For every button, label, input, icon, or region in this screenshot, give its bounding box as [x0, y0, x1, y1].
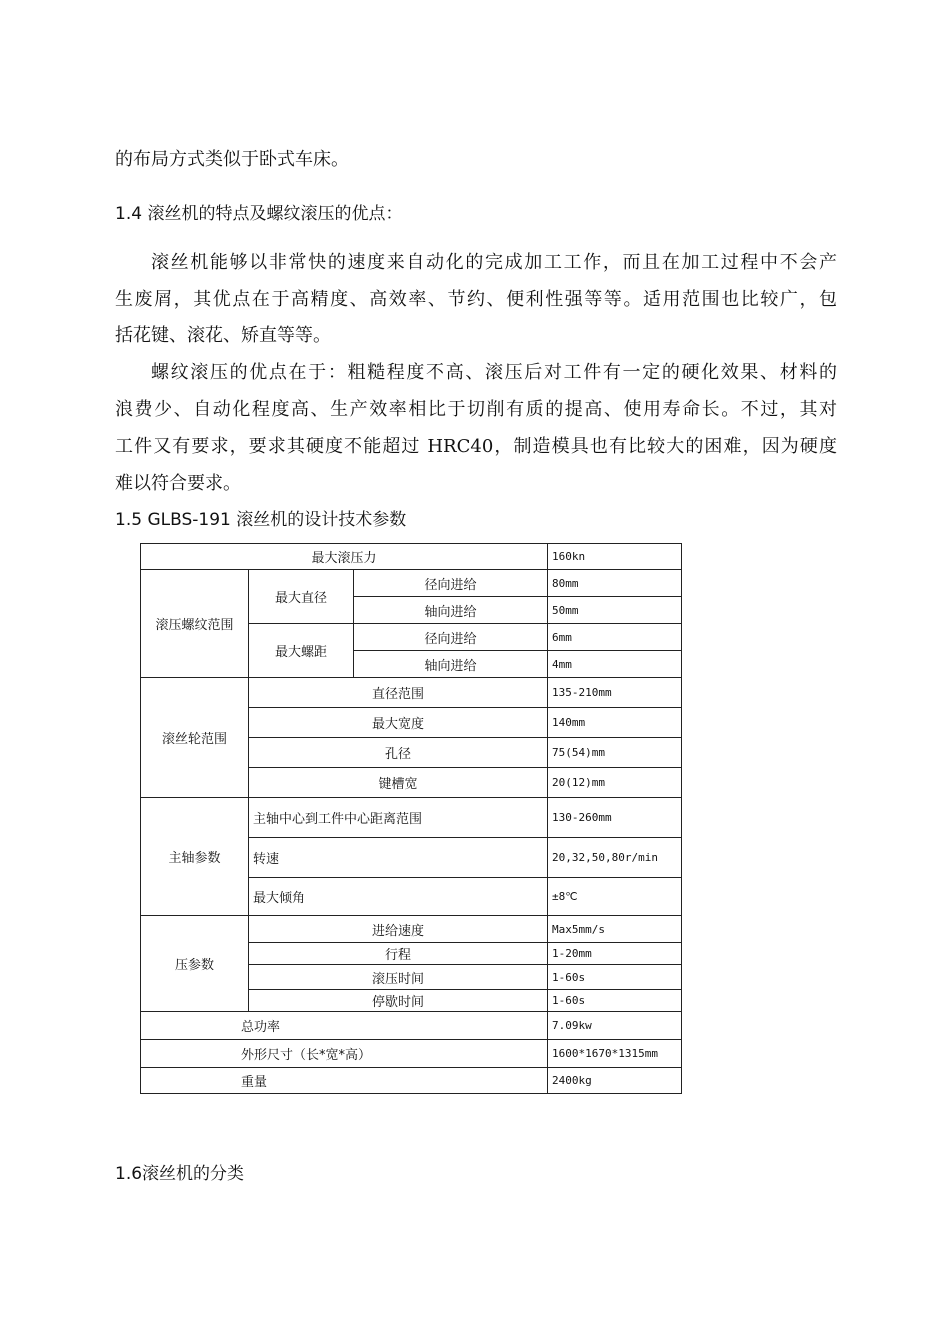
speed-value: 20,32,50,80r/min [548, 838, 682, 878]
bore-label: 孔径 [249, 738, 548, 768]
paragraph-line: 难以符合要求。 [115, 473, 241, 494]
paragraph-line: 生废屑，其优点在于高精度、高效率、节约、便利性强等等。适用范围也比较广，包 [115, 289, 837, 310]
section-1-6-heading: 1.6滚丝机的分类 [115, 1164, 245, 1184]
press-params-label: 压参数 [141, 916, 249, 1012]
paragraph-line: 浪费少、自动化程度高、生产效率相比于切削有质的提高、使用寿命长。不过，其对 [115, 399, 837, 420]
max-pitch-label: 最大螺距 [249, 624, 354, 678]
center-distance-label: 主轴中心到工件中心距离范围 [249, 798, 548, 838]
keyway-value: 20(12)mm [548, 768, 682, 798]
total-power-value: 7.09kw [548, 1012, 682, 1040]
keyway-label: 键槽宽 [249, 768, 548, 798]
max-force-label: 最大滚压力 [141, 544, 548, 570]
dimensions-value: 1600*1670*1315mm [548, 1040, 682, 1068]
speed-label: 转速 [249, 838, 548, 878]
diameter-radial-value: 80mm [548, 570, 682, 597]
max-width-value: 140mm [548, 708, 682, 738]
spindle-label: 主轴参数 [141, 798, 249, 916]
axial-feed-label: 轴向进给 [354, 597, 548, 624]
section-1-5-heading: 1.5 GLBS-191 滚丝机的设计技术参数 [115, 510, 407, 530]
roll-time-label: 滚压时间 [249, 965, 548, 990]
radial-feed-label: 径向进给 [354, 570, 548, 597]
feed-speed-value: Max5mm/s [548, 916, 682, 943]
pause-time-label: 停歇时间 [249, 990, 548, 1012]
max-force-value: 160kn [548, 544, 682, 570]
roll-time-value: 1-60s [548, 965, 682, 990]
section-1-4-heading: 1.4 滚丝机的特点及螺纹滚压的优点： [115, 204, 403, 224]
feed-speed-label: 进给速度 [249, 916, 548, 943]
bore-value: 75(54)mm [548, 738, 682, 768]
wheel-range-label: 滚丝轮范围 [141, 678, 249, 798]
weight-label: 重量 [141, 1068, 548, 1094]
spec-table [140, 543, 682, 1094]
pause-time-value: 1-60s [548, 990, 682, 1012]
diameter-range-value: 135-210mm [548, 678, 682, 708]
paragraph-line: 工件又有要求，要求其硬度不能超过 HRC40，制造模具也有比较大的困难，因为硬度 [115, 436, 837, 457]
paragraph-line: 滚丝机能够以非常快的速度来自动化的完成加工工作，而且在加工过程中不会产 [151, 252, 837, 273]
max-tilt-label: 最大倾角 [249, 878, 548, 916]
paragraph-line: 螺纹滚压的优点在于：粗糙程度不高、滚压后对工件有一定的硬化效果、材料的 [151, 362, 837, 383]
stroke-value: 1-20mm [548, 943, 682, 965]
pitch-axial-value: 4mm [548, 651, 682, 678]
total-power-label: 总功率 [141, 1012, 548, 1040]
diameter-range-label: 直径范围 [249, 678, 548, 708]
center-distance-value: 130-260mm [548, 798, 682, 838]
pitch-radial-value: 6mm [548, 624, 682, 651]
radial-feed-label: 径向进给 [354, 624, 548, 651]
stroke-label: 行程 [249, 943, 548, 965]
diameter-axial-value: 50mm [548, 597, 682, 624]
intro-line: 的布局方式类似于卧式车床。 [115, 149, 349, 170]
max-diameter-label: 最大直径 [249, 570, 354, 624]
max-tilt-value: ±8℃ [548, 878, 682, 916]
axial-feed-label: 轴向进给 [354, 651, 548, 678]
weight-value: 2400kg [548, 1068, 682, 1094]
thread-range-label: 滚压螺纹范围 [141, 570, 249, 678]
dimensions-label: 外形尺寸（长*宽*高） [141, 1040, 548, 1068]
paragraph-line: 括花键、滚花、矫直等等。 [115, 325, 331, 346]
max-width-label: 最大宽度 [249, 708, 548, 738]
